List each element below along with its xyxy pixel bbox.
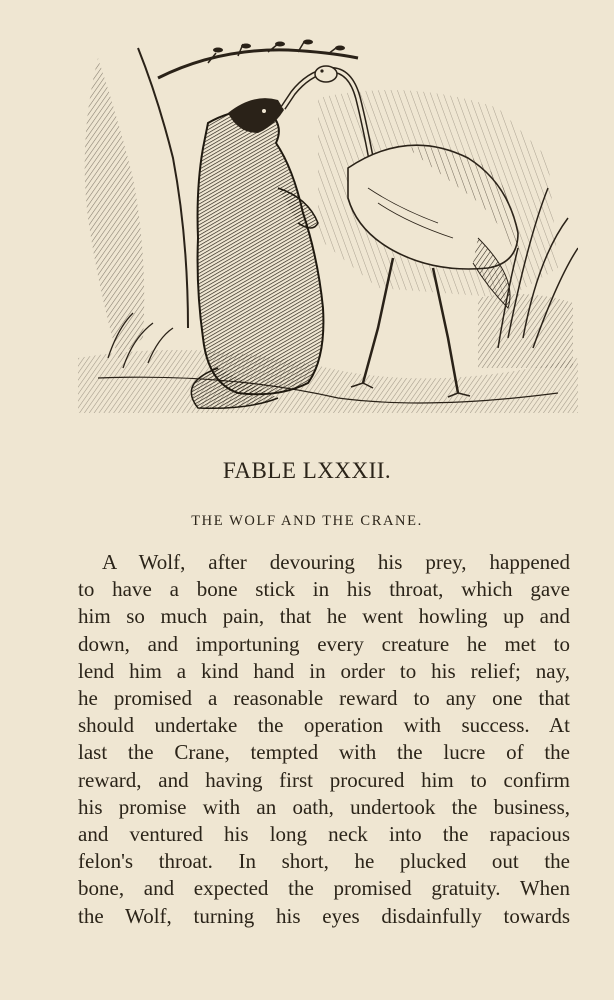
tree-trunk	[85, 58, 145, 358]
text-line: reward, and having first procured him to confirm	[78, 767, 570, 792]
wolf-figure	[191, 98, 323, 408]
text-line: down, and importuning every creature he met to	[78, 631, 570, 656]
text-line: felon's throat. In short, he plucked out the	[78, 849, 570, 874]
text-line: lend him a kind hand in order to his relief; nay,	[78, 658, 570, 683]
text-line: last the Crane, tempted with the lucre of the	[78, 740, 570, 765]
text-line: the Wolf, turning his eyes disdainfully towards	[78, 903, 570, 928]
wolf-and-crane-illustration	[78, 38, 578, 413]
text-line: and ventured his long neck into the rapacious	[78, 822, 570, 847]
fable-number-heading: FABLE LXXXII.	[222, 458, 392, 483]
text-line: him so much pain, that he went howling up and	[78, 604, 570, 629]
text-line: to have a bone stick in his throat, which gave	[78, 577, 570, 602]
fable-title: THE WOLF AND THE CRANE.	[191, 513, 423, 529]
text-line: A Wolf, after devouring his prey, happened	[102, 550, 570, 574]
text-line: bone, and expected the promised gratuity. When	[78, 876, 570, 901]
text-line: his promise with an oath, undertook the business,	[78, 794, 570, 819]
text-line: should undertake the operation with success. At	[78, 713, 570, 738]
text-line: he promised a reasonable reward to any one that	[78, 686, 570, 711]
fable-body-text	[78, 549, 570, 930]
